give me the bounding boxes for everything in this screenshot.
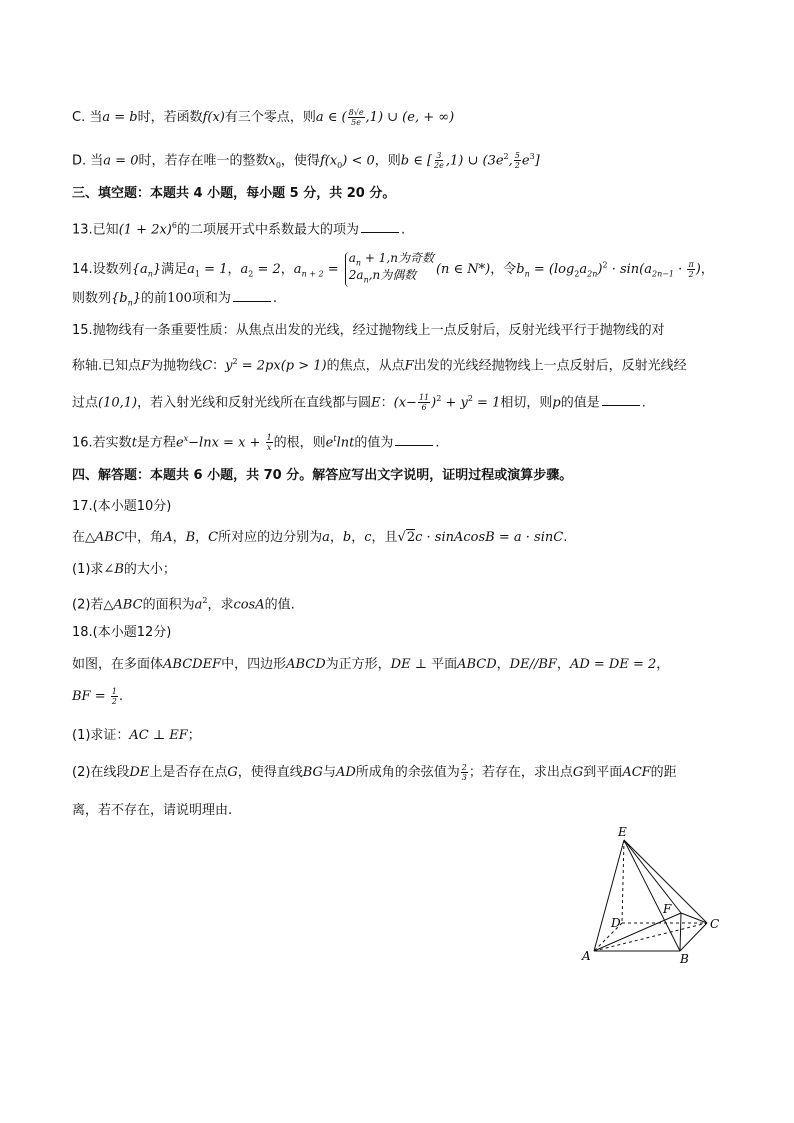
label-F: F [663, 902, 672, 916]
question-17-part-1: (1)求∠B的大小； [72, 562, 176, 577]
piecewise-brace: $a_n + 1,n$为奇数 $2a_n,n$为偶数 [345, 252, 434, 287]
question-13: 13.已知$(1 + 2x)^6$的二项展开式中系数最大的项为 . [72, 221, 406, 238]
label-A: A [582, 949, 591, 963]
question-15-line-3: 过点(10,1)，若入射光线和反射光线所在直线都与圆E：(x− $\frac{11}{6}$ )$^2 + y^2 = 1$相切，则p的值是 . [72, 393, 646, 413]
label-C: C [710, 917, 720, 931]
question-17-heading: 17.(本小题10分) [72, 499, 172, 514]
answer-blank [361, 220, 399, 233]
answer-blank [395, 433, 433, 446]
edge-EA [594, 840, 624, 951]
edge-ED [622, 840, 624, 923]
question-16: 16.若实数t是方程$e^x-\ln x = x$ + $\frac{1}{x}$ 的根，则$e^t\ln t$的值为 . [72, 433, 440, 453]
edge-FC [681, 913, 707, 923]
answer-blank [602, 393, 640, 406]
option-c: C. 当a = b时，若函数f(x)有三个零点，则a ∈ ( $\frac{8√e}{5e}$ ,1) ∪ (e, + ∞) [72, 108, 455, 127]
label-E: E [618, 825, 627, 839]
question-14-continued: 则数列$\{b_n\}$的前100项和为 . [72, 291, 278, 308]
question-15-line-2: 称轴.已知点F为抛物线C：$y^2 = 2px(p > 1)$的焦点，从点F出发的光线经抛物线上一点反射后，反射光线经 [72, 357, 687, 374]
question-14: 14.设数列$\{a_n\}$满足$a_1 = 1$，$a_2 = 2$，$a_{n + 2}$ = $a_n + 1,n$为奇数 $2a_n,n$为偶数 (n ∈ N*)，令$b_n = (\log_2a_{2n})^2 \cdot \sin(a_{2n-1}$ · $\frac{\pi}{2}$ )， [72, 251, 714, 285]
question-15: 15.抛物线有一条重要性质：从焦点出发的光线，经过抛物线上一点反射后，反射光线平行于抛物线的对 [72, 323, 665, 338]
option-d: D. 当a = 0时，若存在唯一的整数$x_0$，使得$f(x_0) < 0$，则b ∈ [ $\frac{3}{2e}$ ,1) ∪ ($3e^2$, $\frac{5}{2}$ $e^3$] [72, 151, 540, 171]
question-18-part-2: (2)在线段DE上是否存在点G，使得直线BG与AD所成角的余弦值为 $\frac{2}{3}$ ；若存在，求出点G到平面ACF的距 [72, 763, 677, 782]
question-18-heading: 18.(本小题12分) [72, 625, 172, 640]
question-17-part-2: (2)若△ABC的面积为$a^2$，求cosA的值. [72, 596, 295, 613]
edge-EF [624, 840, 681, 913]
section-3-heading: 三、填空题：本题共 4 小题，每小题 5 分，共 20 分。 [72, 186, 396, 201]
question-18: 如图，在多面体ABCDEF中，四边形ABCD为正方形，DE ⊥ 平面ABCD，DE//BF，AD = DE = 2， [72, 657, 670, 672]
question-18-line-2: BF = $\frac{1}{2}$ . [72, 687, 123, 706]
polyhedron-figure [580, 822, 730, 972]
label-B: B [680, 952, 689, 966]
edge-FB [680, 913, 681, 951]
question-17: 在△ABC中，角A，B，C所对应的边分别为a，b，c，且√2c · sinAcosB = a · sinC. [72, 530, 568, 545]
label-D: D [611, 916, 621, 930]
question-18-line-5: 离，若不存在，请说明理由. [72, 803, 233, 818]
edge-BC [680, 923, 707, 951]
edge-AF [594, 913, 681, 951]
question-18-part-1: (1)求证：AC ⊥ EF； [72, 728, 201, 743]
section-4-heading: 四、解答题：本题共 6 小题，共 70 分。解答应写出文字说明，证明过程或演算步骤。 [72, 468, 573, 483]
answer-blank [233, 289, 271, 302]
